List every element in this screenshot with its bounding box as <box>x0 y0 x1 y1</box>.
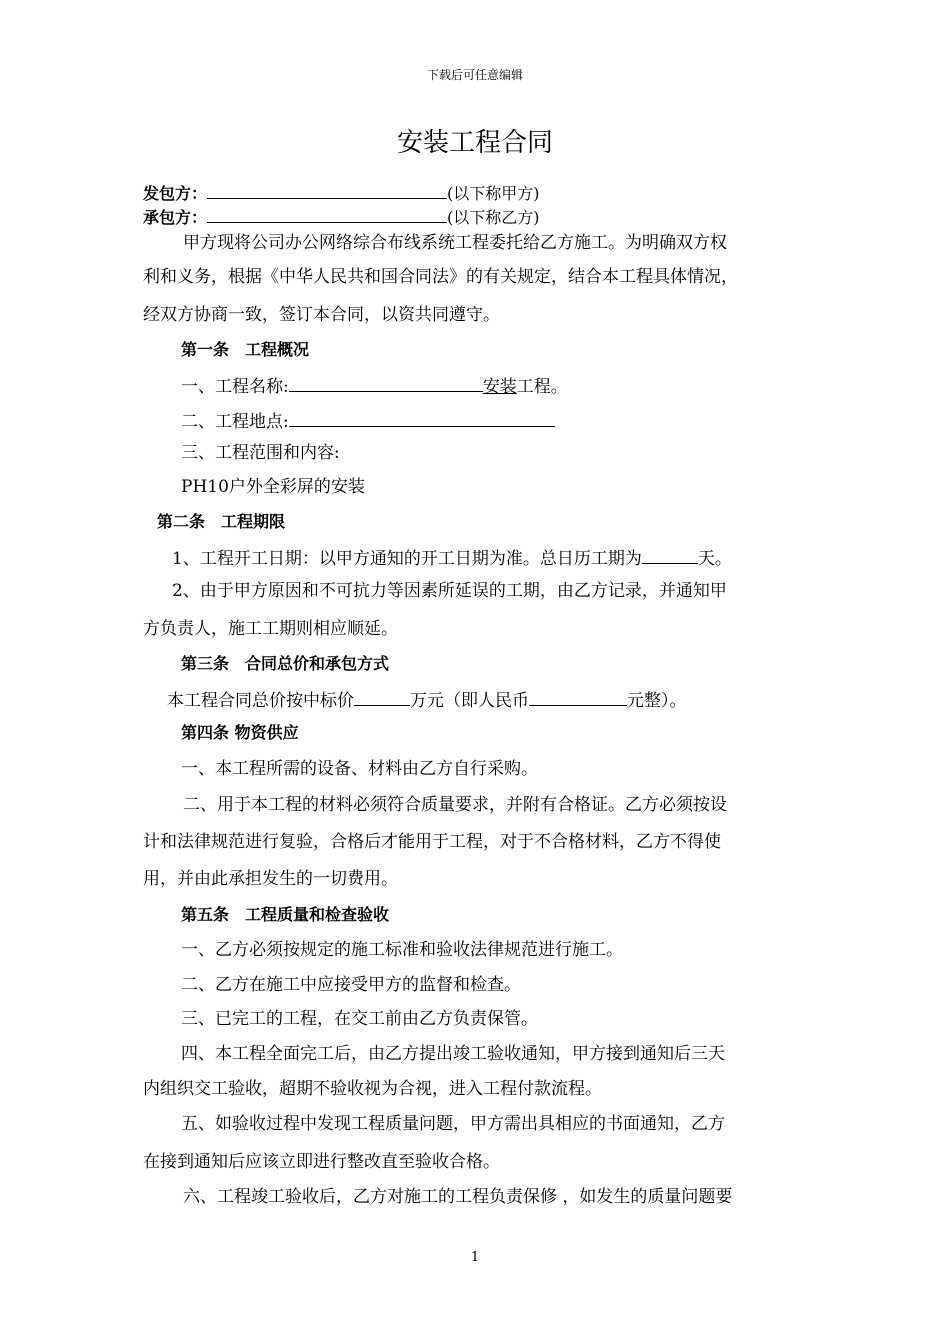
employer-line <box>143 180 540 205</box>
project-scope-value: PH10户外全彩屏的安装 <box>181 477 365 497</box>
article-2-heading: 第二条 工程期限 <box>157 512 286 531</box>
employer-label: 发包方： <box>143 184 208 203</box>
price-text-a: 本工程合同总价按中标价 <box>167 691 354 711</box>
supply-item-1: 一、本工程所需的设备、材料由乙方自行采购。 <box>181 759 538 779</box>
project-name-suffix: 工程。 <box>516 377 568 397</box>
page-number: 1 <box>470 1250 480 1265</box>
article-3-heading: 第三条 合同总价和承包方式 <box>181 654 390 673</box>
intro-line-3: 经双方协商一致，签订本合同，以资共同遵守。 <box>143 305 500 325</box>
project-name-label: 一、工程名称: <box>181 377 289 397</box>
header-note: 下载后可任意编辑 <box>426 68 523 82</box>
delay-line-2: 方负责人，施工工期则相应顺延。 <box>143 619 398 639</box>
article-4-heading: 第四条 物资供应 <box>181 723 299 742</box>
duration-blank <box>642 545 698 564</box>
price-wan-blank <box>354 687 410 706</box>
project-site-line <box>181 408 555 433</box>
contractor-blank <box>207 204 447 223</box>
quality-item-5-line-1: 五、如验收过程中发现工程质量问题，甲方需出具相应的书面通知，乙方 <box>181 1114 725 1134</box>
project-name-line <box>181 373 568 398</box>
document-title: 安装工程合同 <box>396 128 553 158</box>
price-text-c: 元整）。 <box>627 691 687 711</box>
employer-suffix: (以下称甲方) <box>447 184 540 203</box>
intro-line-2: 利和义务，根据《中华人民共和国合同法》的有关规定，结合本工程具体情况， <box>143 267 738 287</box>
article-1-heading: 第一条 工程概况 <box>181 340 310 359</box>
duration-suffix: 天。 <box>697 549 732 569</box>
delay-line-1: 2、由于甲方原因和不可抗力等因素所延误的工期，由乙方记录，并通知甲 <box>172 581 727 601</box>
supply-item-2-line-3: 用，并由此承担发生的一切费用。 <box>143 869 398 889</box>
project-scope-label: 三、工程范围和内容: <box>181 443 340 463</box>
intro-line-1: 甲方现将公司办公网络综合布线系统工程委托给乙方施工。为明确双方权 <box>183 233 727 253</box>
contractor-suffix: (以下称乙方) <box>447 208 540 227</box>
quality-item-4-line-1: 四、本工程全面完工后，由乙方提出竣工验收通知，甲方接到通知后三天 <box>181 1044 725 1064</box>
article-5-heading: 第五条 工程质量和检查验收 <box>181 905 390 924</box>
project-site-blank <box>289 408 555 427</box>
employer-blank <box>207 180 447 199</box>
quality-item-3: 三、已完工的工程，在交工前由乙方负责保管。 <box>181 1009 538 1029</box>
contractor-line <box>143 204 540 229</box>
quality-item-5-line-2: 在接到通知后应该立即进行整改直至验收合格。 <box>143 1152 500 1172</box>
supply-item-2-line-2: 计和法律规范进行复验，合格后才能用于工程，对于不合格材料，乙方不得使 <box>143 832 721 852</box>
quality-item-6-line-1: 六、工程竣工验收后，乙方对施工的工程负责保修 ，如发生的质量问题要 <box>183 1187 733 1207</box>
duration-text: 1、工程开工日期：以甲方通知的开工日期为准。总日历工期为 <box>172 549 642 569</box>
project-name-value: 安装 <box>482 377 517 397</box>
quality-item-1: 一、乙方必须按规定的施工标准和验收法律规范进行施工。 <box>181 940 623 960</box>
contractor-label: 承包方： <box>143 208 208 227</box>
duration-line <box>172 545 732 570</box>
project-name-blank <box>289 373 483 392</box>
price-text-b: 万元（即人民币 <box>410 691 529 711</box>
project-site-label: 二、工程地点: <box>181 412 289 432</box>
quality-item-2: 二、乙方在施工中应接受甲方的监督和检查。 <box>181 975 521 995</box>
price-line <box>167 687 687 712</box>
price-rmb-blank <box>529 687 627 706</box>
supply-item-2-line-1: 二、用于本工程的材料必须符合质量要求，并附有合格证。乙方必须按设 <box>183 795 727 815</box>
quality-item-4-line-2: 内组织交工验收，超期不验收视为合视，进入工程付款流程。 <box>143 1079 602 1099</box>
